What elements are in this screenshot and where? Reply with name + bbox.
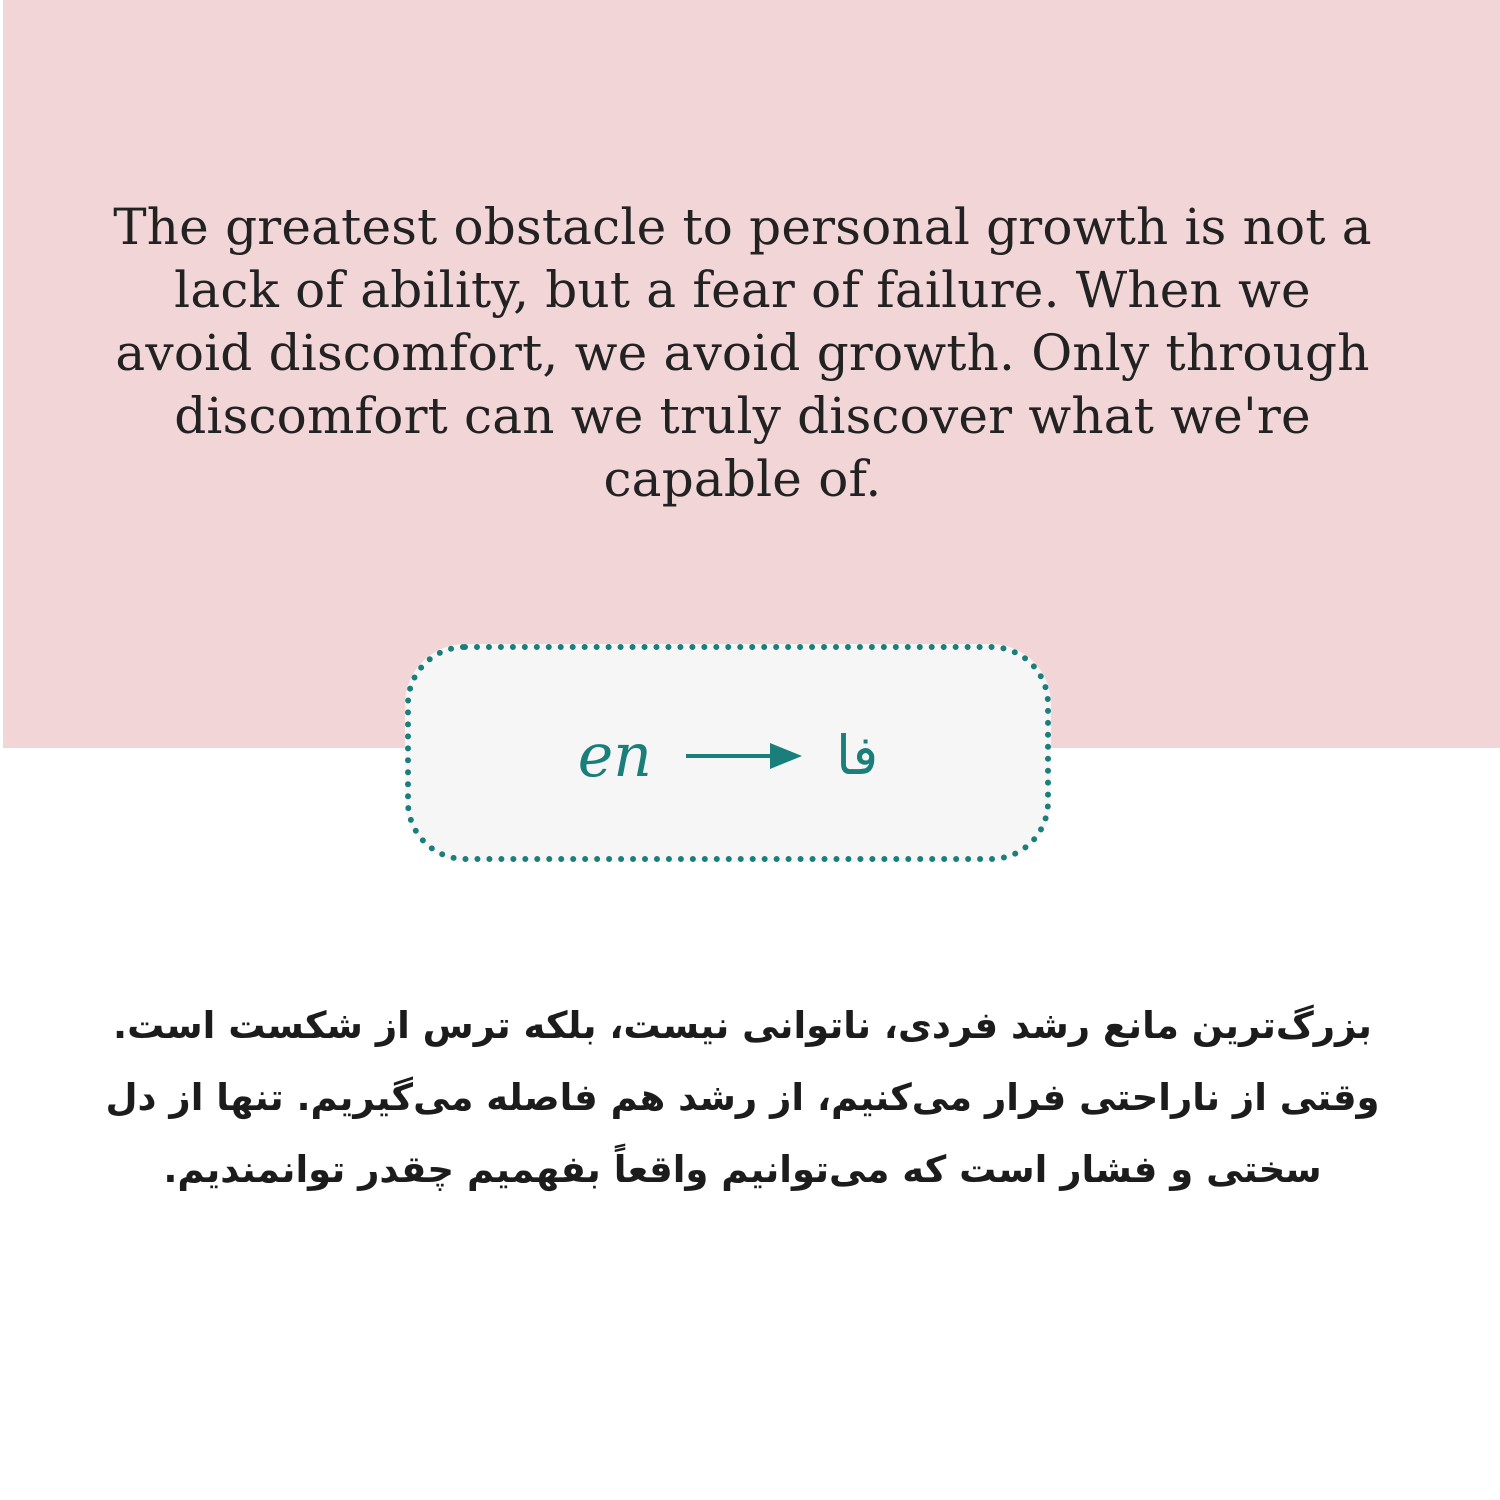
language-direction xyxy=(577,721,879,791)
translated-text: بزرگ‌ترین مانع رشد فردی، ناتوانی نیست، بلکه ترس از شکست است. وقتی از ناراحتی فرار می‌کنیم، از رشد هم فاصله می‌گیریم. تنها از دل سختی و فشار است که می‌توانیم واقعاً بفهمیم چقدر توانمندیم. xyxy=(105,1004,1380,1191)
source-language-label: en xyxy=(577,721,652,791)
target-language-label: فا xyxy=(835,724,879,787)
right-arrow-icon xyxy=(686,741,802,771)
language-direction-badge xyxy=(405,644,1051,862)
source-text: The greatest obstacle to personal growth is not a lack of ability, but a fear of failure. When we avoid discomfort, we avoid growth. Only through discomfort can we truly discover what we're capable of. xyxy=(113,198,1372,508)
